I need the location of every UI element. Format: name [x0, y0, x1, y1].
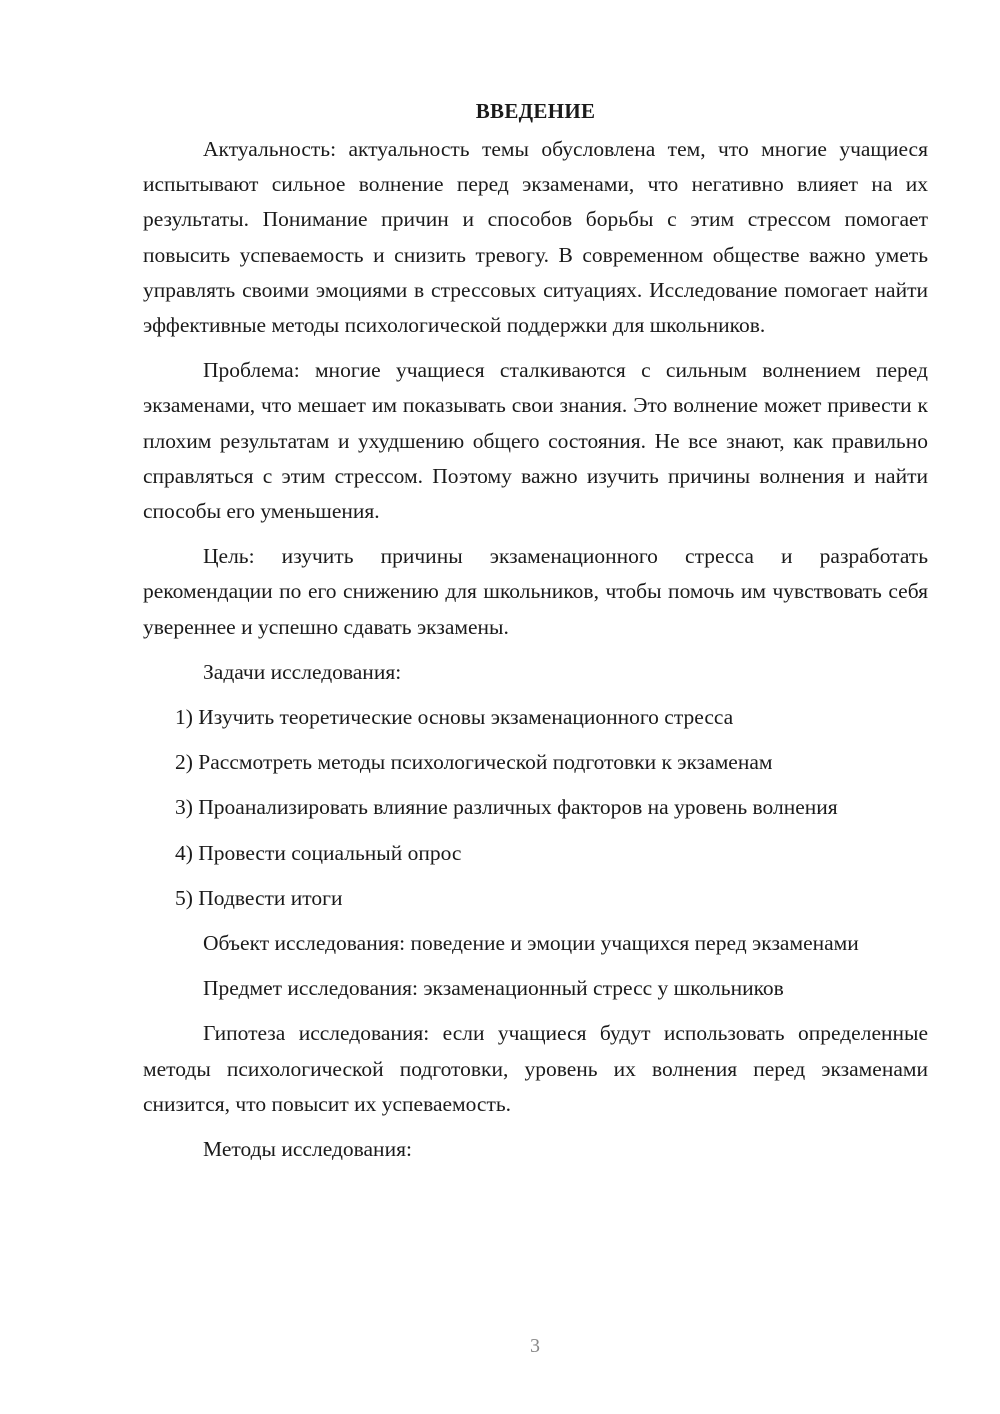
object-paragraph: Объект исследования: поведение и эмоции учащихся перед экзаменами	[203, 931, 859, 956]
page-title: ВВЕДЕНИЕ	[475, 99, 596, 123]
page-number: 3	[530, 1335, 540, 1357]
relevance-paragraph: Актуальность: актуальность темы обусловлена тем, что многие учащиеся испытывают сильное волнение перед экзаменами, что негативно влияет на их результаты. Понимание причин и способов борьбы с этим стрессом помогает повысить успеваемость и снизить тревогу. В современном обществе важно уметь управлять своими эмоциями в стрессовых ситуациях. Исследование помогает найти эффективные методы психологической поддержки для школьников.	[143, 137, 928, 338]
document-page	[143, 96, 928, 1167]
goal-paragraph: Цель: изучить причины экзаменационного стресса и разработать рекомендации по его снижению для школьников, чтобы помочь им чувствовать себя увереннее и успешно сдавать экзамены.	[143, 544, 928, 639]
hypothesis-paragraph: Гипотеза исследования: если учащиеся будут использовать определенные методы психологической подготовки, уровень их волнения перед экзаменами снизится, что повысит их успеваемость.	[143, 1021, 928, 1116]
task-item-2: 2) Рассмотреть методы психологической подготовки к экзаменам	[175, 750, 773, 775]
task-item-3: 3) Проанализировать влияние различных факторов на уровень волнения	[175, 795, 838, 820]
subject-paragraph: Предмет исследования: экзаменационный стресс у школьников	[203, 976, 784, 1001]
task-item-5: 5) Подвести итоги	[175, 885, 343, 910]
problem-paragraph: Проблема: многие учащиеся сталкиваются с сильным волнением перед экзаменами, что мешает им показывать свои знания. Это волнение может привести к плохим результатам и ухудшению общего состояния. Не все знают, как правильно справляться с этим стрессом. Поэтому важно изучить причины волнения и найти способы его уменьшения.	[143, 358, 928, 524]
tasks-heading: Задачи исследования:	[203, 659, 402, 684]
task-item-1: 1) Изучить теоретические основы экзаменационного стресса	[175, 705, 734, 730]
task-item-4: 4) Провести социальный опрос	[175, 840, 462, 865]
methods-heading: Методы исследования:	[203, 1137, 412, 1162]
